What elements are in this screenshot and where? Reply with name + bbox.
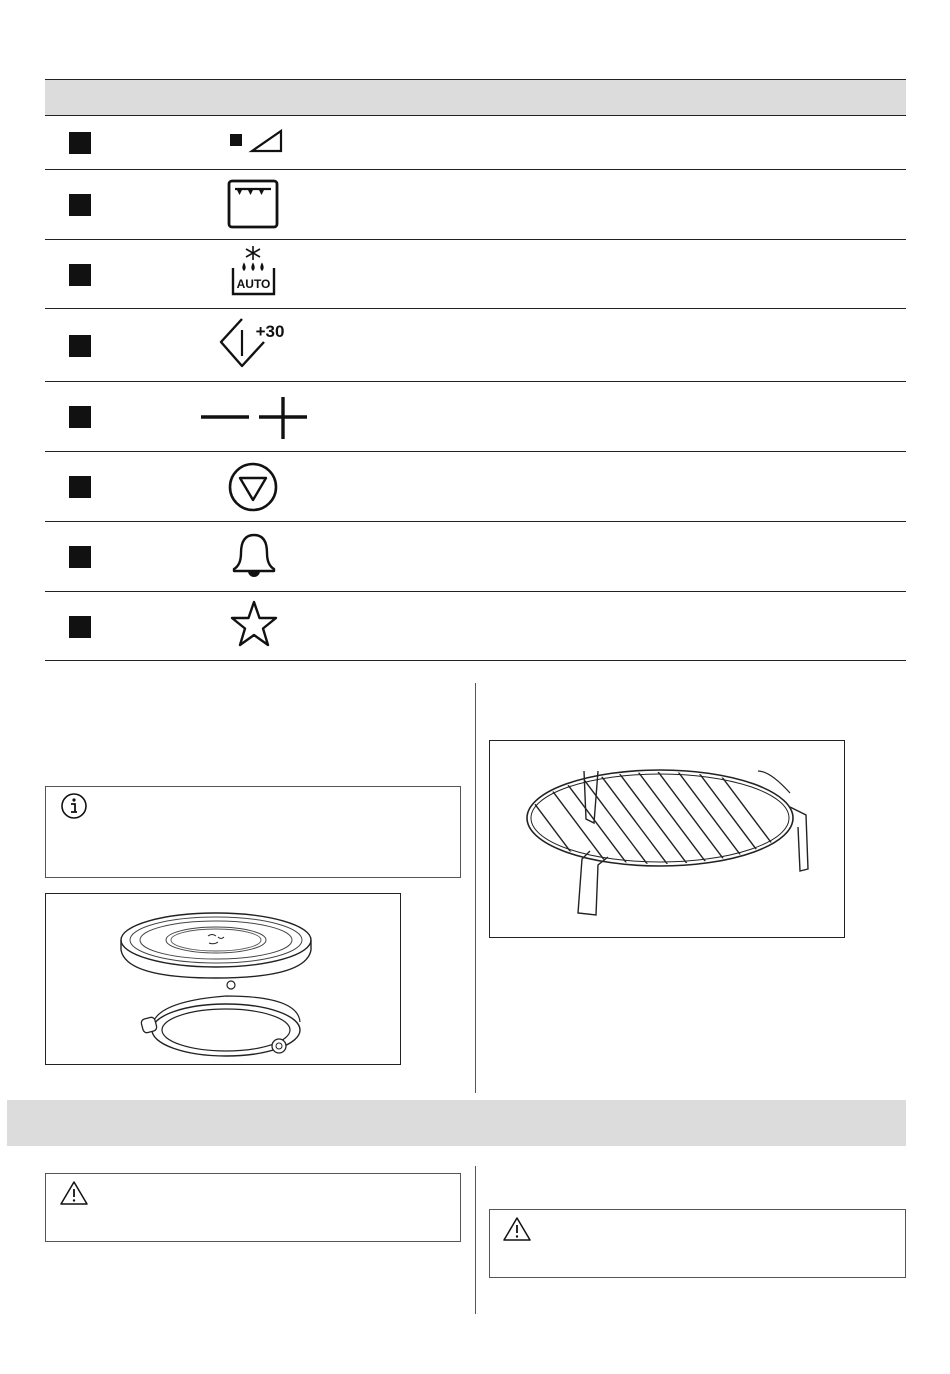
row-marker bbox=[69, 132, 91, 154]
row-divider bbox=[45, 308, 906, 309]
info-icon bbox=[60, 792, 88, 820]
oven-grill-icon bbox=[226, 178, 280, 230]
row-marker bbox=[69, 264, 91, 286]
auto-label: AUTO bbox=[236, 277, 271, 291]
row-divider bbox=[45, 521, 906, 522]
power-level-icon bbox=[228, 128, 284, 154]
wire-rack-figure bbox=[489, 740, 845, 938]
bell-icon bbox=[228, 529, 280, 583]
turntable-figure bbox=[45, 893, 401, 1065]
warning-box-left bbox=[45, 1173, 461, 1242]
info-note-box bbox=[45, 786, 461, 878]
row-marker bbox=[69, 406, 91, 428]
section-header-band bbox=[7, 1100, 906, 1146]
wire-grill-rack bbox=[490, 741, 844, 937]
row-marker bbox=[69, 476, 91, 498]
warning-box-right bbox=[489, 1209, 906, 1278]
turntable-plate-and-roller-ring bbox=[46, 894, 400, 1064]
auto-defrost-icon bbox=[228, 244, 282, 298]
warning-icon bbox=[59, 1180, 89, 1206]
row-divider bbox=[45, 169, 906, 170]
row-marker bbox=[69, 194, 91, 216]
column-divider-bottom bbox=[475, 1166, 476, 1314]
star-icon bbox=[228, 599, 280, 651]
start-plus-30-icon bbox=[218, 316, 290, 370]
row-marker bbox=[69, 616, 91, 638]
table-header-row bbox=[45, 80, 906, 115]
table-header-rule bbox=[45, 115, 906, 116]
plus-30-label: +30 bbox=[255, 322, 285, 341]
column-divider bbox=[475, 683, 476, 1093]
table-bottom-rule bbox=[45, 660, 906, 661]
row-divider bbox=[45, 451, 906, 452]
stop-icon bbox=[227, 461, 279, 513]
row-divider bbox=[45, 381, 906, 382]
row-marker bbox=[69, 335, 91, 357]
warning-icon bbox=[502, 1216, 532, 1242]
row-marker bbox=[69, 546, 91, 568]
row-divider bbox=[45, 239, 906, 240]
minus-plus-icon bbox=[199, 395, 311, 441]
row-divider bbox=[45, 591, 906, 592]
